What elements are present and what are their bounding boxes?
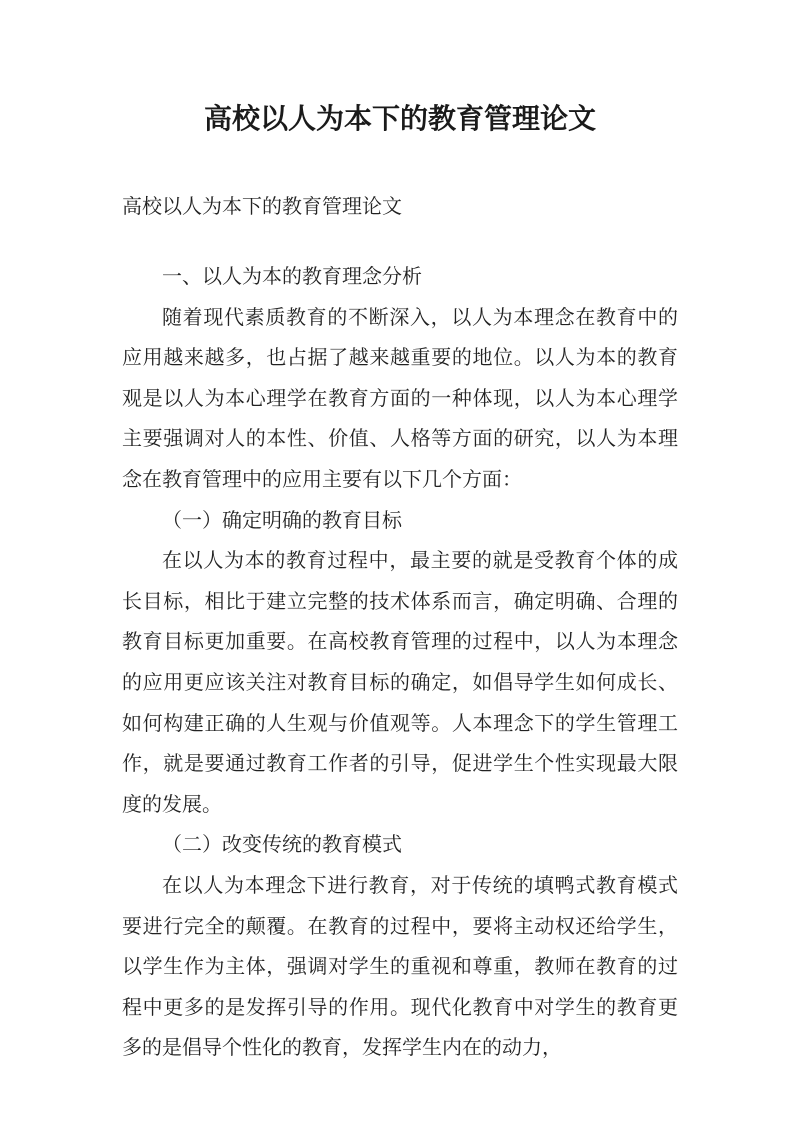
section-heading-1: 一、以人为本的教育理念分析 — [162, 264, 422, 288]
body-paragraph-2: 在以人为本的教育过程中，最主要的就是受教育个体的成长目标，相比于建立完整的技术体系而言，确定明确、合理的教育目标更加重要。在高校教育管理的过程中，以人为本理念的应用更应该关注对教育目标的确定，如倡导学生如何成长、如何构建正确的人生观与价值观等。人本理念下的学生管理工作，就是要通过教育工作者的引导，促进学生个性实现最大限度的发展。 — [122, 548, 678, 816]
subsection-heading-2: （二）改变传统的教育模式 — [162, 832, 402, 857]
body-paragraph-3: 在以人为本理念下进行教育，对于传统的填鸭式教育模式要进行完全的颠覆。在教育的过程中，要将主动权还给学生，以学生作为主体，强调对学生的重视和尊重，教师在教育的过程中更多的是发挥引导的作用。现代化教育中对学生的教育更多的是倡导个性化的教育，发挥学生内在的动力， — [122, 872, 678, 1060]
document-title: 高校以人为本下的教育管理论文 — [203, 102, 596, 135]
subsection-heading-1: （一）确定明确的教育目标 — [162, 507, 402, 532]
document-subtitle: 高校以人为本下的教育管理论文 — [122, 194, 402, 218]
body-paragraph-1: 随着现代素质教育的不断深入，以人为本理念在教育中的应用越来越多，也占据了越来越重要的地位。以人为本的教育观是以人为本心理学在教育方面的一种体现，以人为本心理学主要强调对人的本性、价值、人格等方面的研究，以人为本理念在教育管理中的应用主要有以下几个方面： — [122, 304, 678, 491]
document-body — [122, 256, 678, 1068]
